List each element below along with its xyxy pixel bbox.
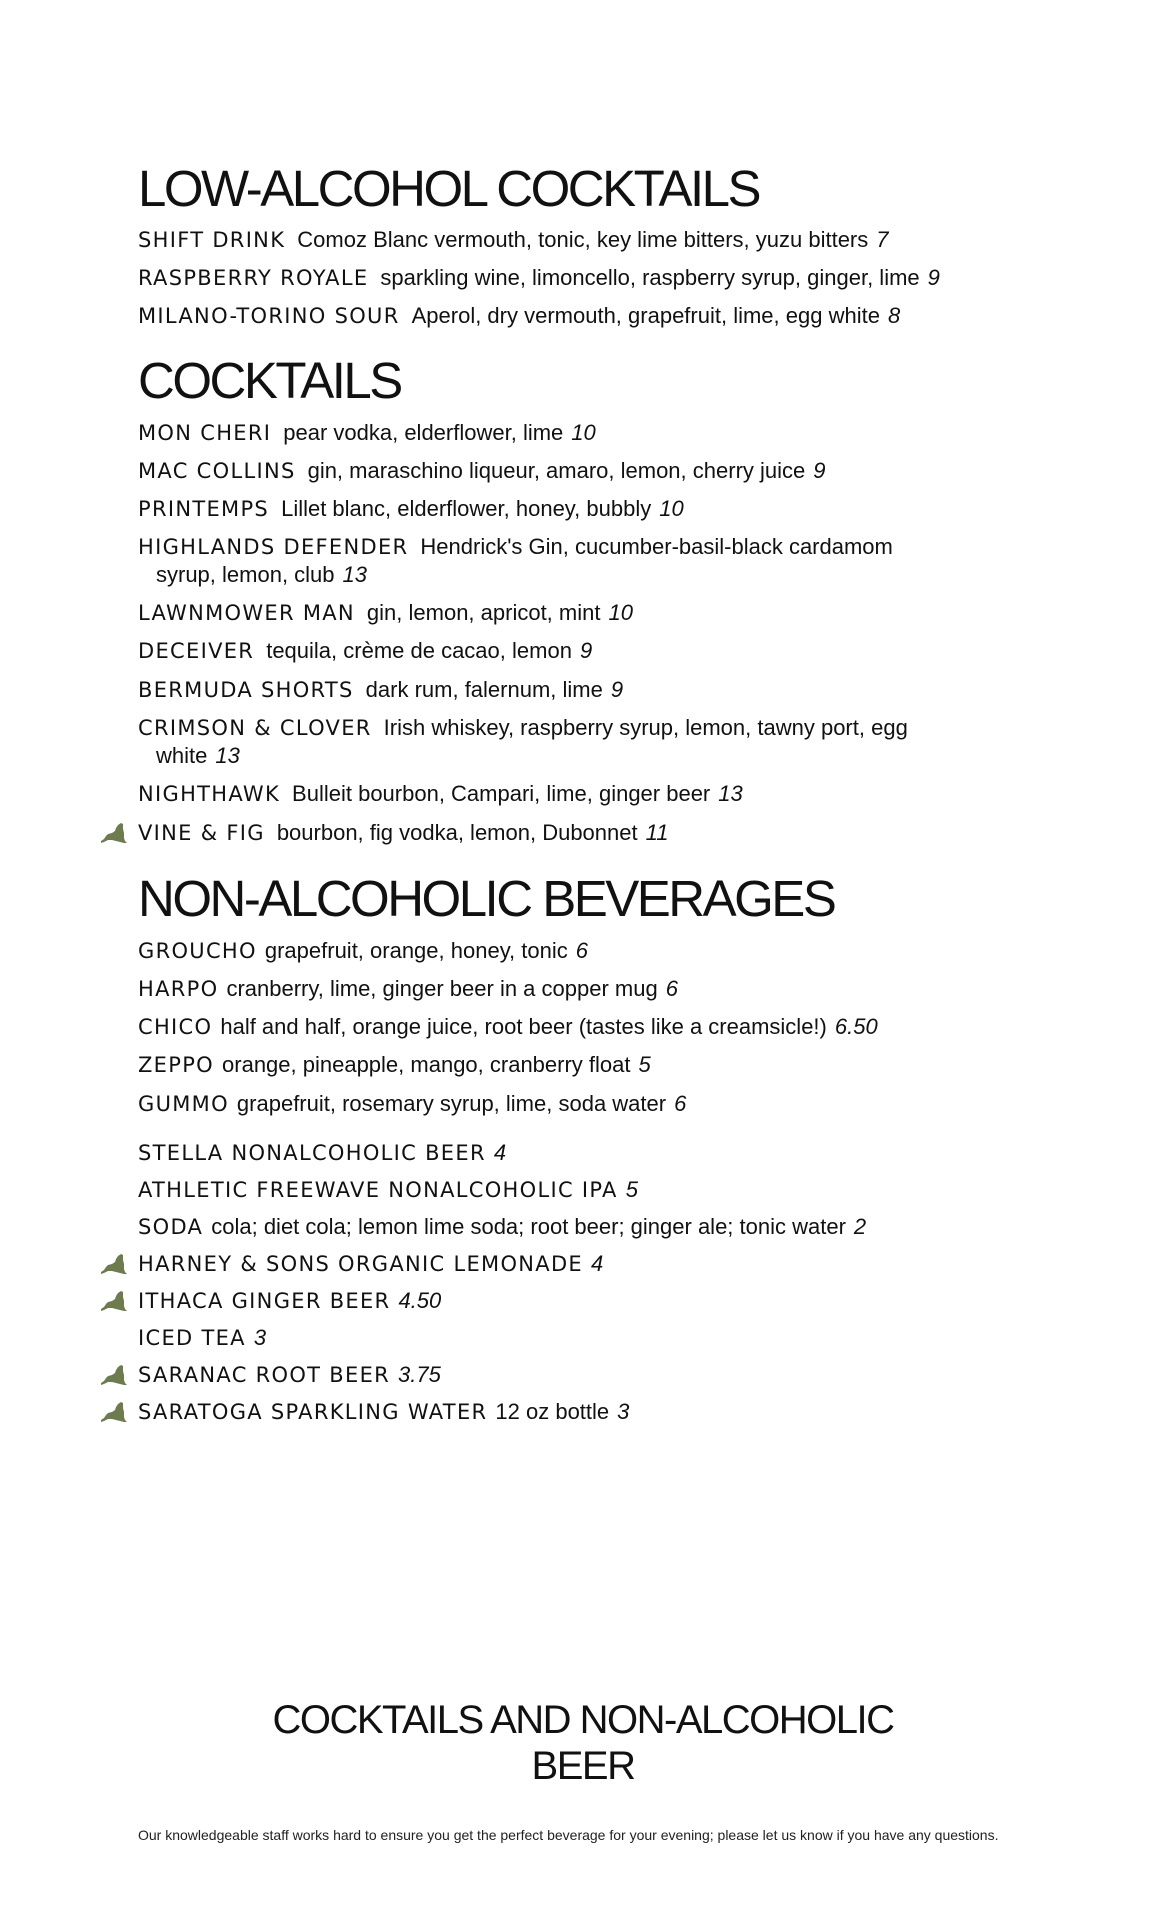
new-york-state-icon — [98, 821, 128, 845]
item-price: 4.50 — [398, 1288, 442, 1313]
item-price: 11 — [645, 820, 669, 845]
item-description: cola; diet cola; lemon lime soda; root beer; ginger ale; tonic water — [211, 1214, 846, 1239]
menu-item — [138, 676, 998, 704]
item-name: SARANAC ROOT BEER — [138, 1363, 391, 1387]
item-price: 13 — [342, 562, 368, 587]
item-description: grapefruit, rosemary syrup, lime, soda water — [236, 1091, 667, 1116]
item-price: 9 — [579, 638, 593, 663]
item-name: CHICO — [138, 1015, 213, 1039]
menu-item — [138, 226, 998, 254]
item-price: 6 — [665, 976, 678, 1001]
item-price: 7 — [876, 227, 889, 252]
item-name: STELLA NONALCOHOLIC BEER — [138, 1141, 486, 1165]
item-description: pear vodka, elderflower, lime — [283, 420, 564, 445]
item-price: 10 — [571, 420, 596, 445]
menu-item — [138, 264, 998, 292]
item-name: DECEIVER — [138, 639, 255, 663]
item-price: 13 — [215, 743, 240, 768]
footer-title-line-1: COCKTAILS AND NON-ALCOHOLIC — [272, 1698, 894, 1742]
menu-item — [138, 1139, 998, 1167]
item-description: Lillet blanc, elderflower, honey, bubbly — [281, 496, 652, 521]
item-name: GUMMO — [138, 1092, 229, 1116]
item-name: MAC COLLINS — [138, 459, 296, 483]
item-description: gin, maraschino liqueur, amaro, lemon, cherry juice — [307, 458, 806, 483]
item-price: 10 — [608, 600, 633, 625]
item-price: 4 — [590, 1251, 604, 1276]
item-name: SARATOGA SPARKLING WATER — [138, 1400, 488, 1424]
menu-item — [138, 1361, 998, 1389]
item-description: dark rum, falernum, lime — [365, 677, 603, 702]
item-description: gin, lemon, apricot, mint — [366, 600, 601, 625]
item-price: 6 — [575, 938, 589, 963]
menu-item — [138, 302, 998, 330]
item-name: HARPO — [138, 977, 219, 1001]
item-name: CRIMSON & CLOVER — [138, 716, 372, 740]
item-price: 6 — [674, 1091, 687, 1116]
item-price: 3.75 — [398, 1362, 441, 1387]
menu-item — [138, 533, 998, 589]
footer-note: Our knowledgeable staff works hard to ensure you get the perfect beverage for your evening; please let us know if you have any questions. — [138, 1827, 999, 1843]
item-price: 5 — [638, 1052, 651, 1077]
item-name: PRINTEMPS — [138, 497, 270, 521]
item-name: GROUCHO — [138, 939, 257, 963]
item-description: orange, pineapple, mango, cranberry float — [222, 1052, 631, 1077]
item-price: 9 — [610, 677, 624, 702]
item-name: RASPBERRY ROYALE — [138, 266, 369, 290]
item-price: 9 — [927, 265, 940, 290]
menu-item — [138, 495, 998, 523]
item-name: VINE & FIG — [138, 821, 265, 845]
item-description: cranberry, lime, ginger beer in a copper mug — [226, 976, 658, 1001]
item-name: NIGHTHAWK — [138, 782, 281, 806]
item-price: 10 — [659, 496, 684, 521]
item-name: ZEPPO — [138, 1053, 215, 1077]
menu-item — [138, 780, 998, 808]
menu-item — [138, 1051, 998, 1079]
footer-title — [0, 1697, 1166, 1789]
menu-item — [138, 1398, 998, 1426]
item-description: sparkling wine, limoncello, raspberry syrup, ginger, lime — [380, 265, 920, 290]
menu-item — [138, 975, 998, 1003]
item-description: 12 oz bottle — [495, 1399, 610, 1424]
item-name: MILANO-TORINO SOUR — [138, 304, 400, 328]
menu-item — [138, 1213, 998, 1241]
menu-item — [138, 457, 998, 485]
item-price: 2 — [853, 1214, 867, 1239]
item-description: grapefruit, orange, honey, tonic — [264, 938, 568, 963]
item-description: tequila, crème de cacao, lemon — [266, 638, 572, 663]
item-description: Bulleit bourbon, Campari, lime, ginger beer — [292, 781, 711, 806]
item-description: Comoz Blanc vermouth, tonic, key lime bitters, yuzu bitters — [297, 227, 869, 252]
item-price: 5 — [625, 1177, 638, 1202]
new-york-state-icon — [98, 1363, 128, 1387]
item-description: half and half, orange juice, root beer (tastes like a creamsicle!) — [220, 1014, 827, 1039]
item-description: bourbon, fig vodka, lemon, Dubonnet — [276, 820, 638, 845]
menu-item — [138, 419, 998, 447]
footer-title-line-2: BEER — [531, 1744, 635, 1788]
item-name: HARNEY & SONS ORGANIC LEMONADE — [138, 1252, 583, 1276]
new-york-state-icon — [98, 1400, 128, 1424]
item-name: LAWNMOWER MAN — [138, 601, 355, 625]
item-description: Aperol, dry vermouth, grapefruit, lime, egg white — [411, 303, 880, 328]
menu-item — [138, 637, 998, 665]
section-title-non-alcoholic: NON-ALCOHOLIC BEVERAGES — [138, 870, 835, 927]
item-name: ATHLETIC FREEWAVE NONALCOHOLIC IPA — [138, 1178, 618, 1202]
menu-item — [138, 1090, 998, 1118]
menu-item — [138, 714, 998, 770]
item-description-continued: white — [156, 743, 208, 768]
menu-item — [138, 1013, 998, 1041]
menu-item — [138, 1287, 998, 1315]
item-description-continued: syrup, lemon, club — [156, 562, 335, 587]
menu-item — [138, 1324, 998, 1352]
new-york-state-icon — [98, 1252, 128, 1276]
item-price: 13 — [718, 781, 743, 806]
item-price: 6.50 — [834, 1014, 878, 1039]
item-price: 4 — [493, 1140, 507, 1165]
section-title-low-alcohol: LOW-ALCOHOL COCKTAILS — [138, 160, 760, 217]
menu-item — [138, 599, 998, 627]
menu-item — [138, 819, 998, 847]
menu-item — [138, 1176, 998, 1204]
item-name: SODA — [138, 1215, 204, 1239]
item-price: 3 — [253, 1325, 267, 1350]
item-name: ICED TEA — [138, 1326, 246, 1350]
item-name: MON CHERI — [138, 421, 272, 445]
item-description: Irish whiskey, raspberry syrup, lemon, tawny port, egg — [383, 715, 908, 740]
item-price: 8 — [887, 303, 901, 328]
item-name: ITHACA GINGER BEER — [138, 1289, 391, 1313]
menu-item — [138, 1250, 998, 1278]
item-description: Hendrick's Gin, cucumber-basil-black cardamom — [420, 534, 893, 559]
item-name: HIGHLANDS DEFENDER — [138, 535, 409, 559]
menu-item — [138, 937, 998, 965]
item-price: 9 — [813, 458, 826, 483]
item-name: BERMUDA SHORTS — [138, 678, 354, 702]
item-name: SHIFT DRINK — [138, 228, 286, 252]
section-title-cocktails: COCKTAILS — [138, 352, 401, 409]
item-price: 3 — [617, 1399, 630, 1424]
new-york-state-icon — [98, 1289, 128, 1313]
